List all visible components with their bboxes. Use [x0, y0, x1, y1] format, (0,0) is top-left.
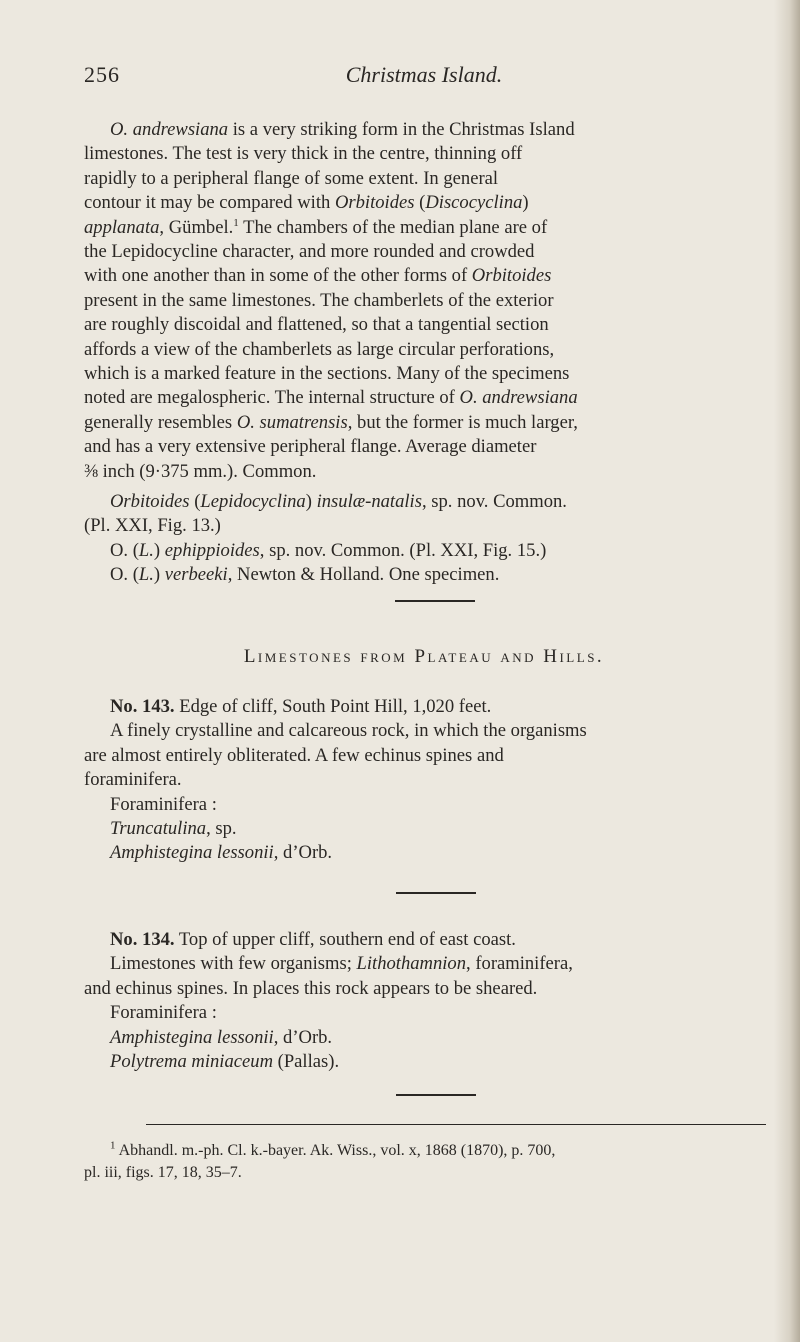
species-entry	[84, 563, 764, 587]
taxon-entry	[84, 817, 764, 841]
andrewsiana-paragraph	[84, 118, 764, 484]
text-line	[84, 411, 764, 435]
text-span: inch (9·375 mm.). Common.	[97, 460, 317, 482]
text-line	[84, 952, 764, 976]
text-span: , Newton & Holland. One specimen.	[227, 564, 500, 586]
text-line: the Lepidocycline character, and more rounded and crowded	[84, 241, 535, 263]
text-span: )	[522, 192, 529, 214]
taxon-name: O. sumatrensis	[236, 411, 348, 433]
taxon-name: L.	[138, 564, 154, 586]
text-line: and echinus spines. In places this rock appears to be sheared.	[84, 977, 538, 999]
sample-134	[84, 928, 764, 1074]
footnote-reference[interactable]: 1	[233, 216, 239, 229]
taxon-entry	[84, 1026, 764, 1050]
page-header	[84, 62, 764, 96]
footnote-marker: 1	[110, 1139, 116, 1152]
text-span: Limestones with few organisms;	[110, 953, 357, 975]
species-list	[84, 490, 764, 588]
page-edge-shadow	[774, 0, 800, 1342]
text-line	[84, 264, 764, 288]
text-line: which is a marked feature in the sections. Many of the specimens	[84, 363, 570, 385]
text-span: )	[305, 491, 317, 512]
taxon-name: ephippioides	[164, 539, 260, 561]
fraction: ⅜	[84, 460, 98, 482]
text-span: O. (	[110, 564, 139, 586]
text-line: Foraminifera :	[110, 793, 217, 815]
text-line	[84, 118, 764, 142]
running-title: Christmas Island.	[345, 62, 503, 87]
taxon-name: Orbitoides	[471, 265, 552, 287]
section-divider	[395, 600, 475, 602]
text-span: , Gümbel.	[159, 216, 234, 238]
text-line: present in the same limestones. The chamberlets of the exterior	[84, 289, 554, 311]
taxon-name: O. andrewsiana	[459, 387, 578, 409]
text-span: , sp.	[206, 818, 237, 840]
footnote	[84, 1140, 764, 1184]
sample-number: No. 143.	[110, 696, 175, 717]
taxon-name: Orbitoides	[334, 192, 415, 214]
text-line: rapidly to a peripheral flange of some extent. In general	[84, 167, 499, 189]
taxon-name: Lepidocyclina	[200, 491, 306, 512]
text-span: (	[189, 491, 201, 512]
taxon-name: verbeeki	[164, 564, 228, 586]
text-line: A finely crystalline and calcareous rock, in which the organisms	[110, 720, 587, 742]
taxon-name: Discocyclina	[425, 192, 523, 214]
text-span: , sp. nov. Common.	[421, 491, 567, 512]
text-line: limestones. The test is very thick in the centre, thinning off	[84, 143, 523, 165]
text-line	[84, 386, 764, 410]
text-span: Abhandl. m.-ph. Cl. k.-bayer. Ak. Wiss., vol. x, 1868 (1870), p. 700,	[115, 1142, 556, 1159]
text-span: , foraminifera,	[466, 953, 573, 975]
footnote-line	[84, 1140, 764, 1162]
footnote-line: pl. iii, figs. 17, 18, 35–7.	[84, 1164, 242, 1181]
text-span: , but the former is much larger,	[347, 411, 578, 433]
taxon-name: O. andrewsiana	[110, 119, 229, 140]
text-span: O. (	[110, 539, 139, 561]
taxon-name: L.	[138, 539, 154, 561]
text-line	[84, 191, 764, 215]
text-line	[84, 460, 764, 484]
section-divider	[396, 892, 476, 894]
text-line: are almost entirely obliterated. A few echinus spines and	[84, 744, 504, 766]
taxon-name: Amphistegina lessonii	[110, 1026, 274, 1048]
text-line: foraminifera.	[84, 769, 182, 791]
taxon-name: Lithothamnion	[356, 953, 467, 975]
sample-heading	[84, 695, 764, 719]
text-span: , sp. nov. Common. (Pl. XXI, Fig. 15.)	[259, 539, 547, 561]
text-line: and has a very extensive peripheral flange. Average diameter	[84, 436, 537, 458]
taxon-name: Orbitoides	[110, 491, 190, 512]
sample-143	[84, 695, 764, 866]
sample-heading	[84, 928, 764, 952]
text-span: )	[153, 539, 165, 561]
text-span: generally resembles	[84, 411, 237, 433]
species-entry	[84, 490, 764, 514]
taxon-entry	[84, 841, 764, 865]
text-span: Top of upper cliff, southern end of east coast.	[174, 929, 516, 950]
text-span: with one another than in some of the other forms of	[84, 265, 472, 287]
section-divider	[396, 1094, 476, 1096]
taxon-entry	[84, 1050, 764, 1074]
text-span: is a very striking form in the Christmas Island	[228, 119, 575, 140]
text-line: affords a view of the chamberlets as large circular perforations,	[84, 338, 555, 360]
section-title: Limestones from Plateau and Hills.	[243, 646, 605, 667]
taxon-name: insulæ-natalis	[316, 491, 422, 512]
text-span: Edge of cliff, South Point Hill, 1,020 feet.	[174, 696, 492, 717]
text-span: contour it may be compared with	[84, 192, 335, 214]
text-span: (Pallas).	[273, 1051, 340, 1073]
text-line	[84, 216, 764, 240]
taxon-name: Amphistegina lessonii	[110, 842, 274, 864]
footnote-rule	[146, 1124, 766, 1125]
taxon-name: Truncatulina	[110, 818, 207, 840]
text-span: , d’Orb.	[273, 1026, 333, 1048]
taxon-name: Polytrema miniaceum	[110, 1051, 273, 1073]
sample-number: No. 134.	[110, 929, 175, 950]
page-number: 256	[84, 62, 120, 87]
species-entry	[84, 539, 764, 563]
text-span: noted are megalospheric. The internal structure of	[84, 387, 460, 409]
text-span: (	[414, 192, 426, 214]
text-span: The chambers of the median plane are of	[238, 216, 548, 238]
text-span: , d’Orb.	[273, 842, 333, 864]
taxon-name: applanata	[84, 216, 160, 238]
text-span: )	[153, 564, 165, 586]
text-line: are roughly discoidal and flattened, so that a tangential section	[84, 314, 549, 336]
species-entry-cont: (Pl. XXI, Fig. 13.)	[84, 515, 221, 537]
text-line: Foraminifera :	[110, 1002, 217, 1024]
